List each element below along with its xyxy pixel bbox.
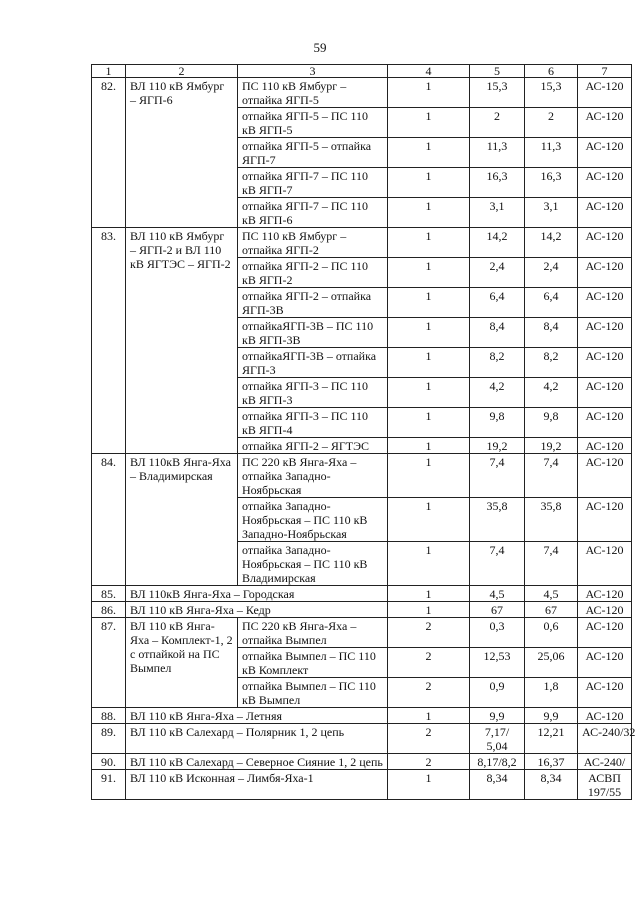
value-cell: 7,4 (525, 454, 578, 498)
value-cell: 3,1 (525, 198, 578, 228)
value-cell: 7,4 (470, 542, 525, 586)
value-cell: 67 (470, 602, 525, 618)
value-cell: 4,5 (470, 586, 525, 602)
segment-name: отпайка Вымпел – ПС 110 кВ Комплект (238, 648, 388, 678)
value-cell: 6,4 (525, 288, 578, 318)
segment-name: отпайка ЯГП-5 – ПС 110 кВ ЯГП-5 (238, 108, 388, 138)
segment-name: отпайка Западно-Ноябрьская – ПС 110 кВ Западно-Ноябрьская (238, 498, 388, 542)
value-cell: 1 (388, 438, 470, 454)
value-cell: 14,2 (470, 228, 525, 258)
value-cell: 2,4 (470, 258, 525, 288)
value-cell: 1 (388, 542, 470, 586)
value-cell: АС-120 (578, 618, 632, 648)
value-cell: 0,6 (525, 618, 578, 648)
line-name: ВЛ 110 кВ Исконная – Лимбя-Яха-1 (126, 770, 388, 800)
value-cell: 8,17/8,2 (470, 754, 525, 770)
value-cell: 1 (388, 454, 470, 498)
value-cell: 7,4 (470, 454, 525, 498)
table-row (92, 724, 632, 754)
segment-name: отпайка ЯГП-2 – ПС 110 кВ ЯГП-2 (238, 258, 388, 288)
table-body (92, 64, 636, 800)
value-cell: АС-120 (578, 438, 632, 454)
line-name: ВЛ 110 кВ Янга-Яха – Летняя (126, 708, 388, 724)
value-cell: 1,8 (525, 678, 578, 708)
value-cell: АС-120 (578, 318, 632, 348)
value-cell: 11,3 (470, 138, 525, 168)
value-cell: АС-120 (578, 78, 632, 108)
header-cell: 2 (126, 65, 238, 78)
value-cell: 1 (388, 708, 470, 724)
row-number: 84. (92, 454, 126, 586)
value-cell: АС-120 (578, 708, 632, 724)
value-cell: 1 (388, 168, 470, 198)
table-row (92, 618, 632, 648)
row-number: 85. (92, 586, 126, 602)
power-lines-table (91, 64, 636, 800)
value-cell: 8,34 (525, 770, 578, 800)
value-cell: 19,2 (525, 438, 578, 454)
value-cell: 1 (388, 408, 470, 438)
value-cell: 1 (388, 258, 470, 288)
value-cell: 1 (388, 770, 470, 800)
header-cell: 5 (470, 65, 525, 78)
table-row (92, 228, 632, 258)
row-number: 86. (92, 602, 126, 618)
segment-name: отпайка Западно-Ноябрьская – ПС 110 кВ Владимирская (238, 542, 388, 586)
table-row (92, 454, 632, 498)
value-cell: 1 (388, 198, 470, 228)
value-cell: АС-120 (578, 542, 632, 586)
page-number: 59 (313, 40, 327, 55)
row-number: 83. (92, 228, 126, 454)
value-cell: 9,9 (525, 708, 578, 724)
value-cell: 2 (525, 108, 578, 138)
value-cell: 8,4 (470, 318, 525, 348)
header-row (92, 65, 632, 78)
row-number: 89. (92, 724, 126, 754)
table-row (92, 708, 632, 724)
segment-name: отпайкаЯГП-3В – отпайка ЯГП-3 (238, 348, 388, 378)
value-cell: АС-120 (578, 288, 632, 318)
value-cell: 16,3 (525, 168, 578, 198)
value-cell: 2 (470, 108, 525, 138)
segment-name: отпайкаЯГП-3В – ПС 110 кВ ЯГП-3В (238, 318, 388, 348)
segment-name: отпайка ЯГП-7 – ПС 110 кВ ЯГП-6 (238, 198, 388, 228)
value-cell: 2 (388, 754, 470, 770)
table-row (92, 602, 632, 618)
value-cell: 0,3 (470, 618, 525, 648)
value-cell: 4,2 (470, 378, 525, 408)
value-cell: АС-120 (578, 678, 632, 708)
value-cell: 15,3 (470, 78, 525, 108)
row-number: 90. (92, 754, 126, 770)
value-cell: 3,1 (470, 198, 525, 228)
segment-name: ПС 220 кВ Янга-Яха – отпайка Западно-Ноябрьская (238, 454, 388, 498)
value-cell: 8,4 (525, 318, 578, 348)
value-cell: 1 (388, 586, 470, 602)
value-cell: 1 (388, 348, 470, 378)
value-cell: 4,2 (525, 378, 578, 408)
value-cell: АС-120 (578, 108, 632, 138)
header-cell: 7 (578, 65, 632, 78)
value-cell: 0,9 (470, 678, 525, 708)
header-cell: 4 (388, 65, 470, 78)
value-cell: 14,2 (525, 228, 578, 258)
value-cell: 8,2 (470, 348, 525, 378)
value-cell: 2 (388, 678, 470, 708)
value-cell: АС-120 (578, 138, 632, 168)
line-name: ВЛ 110кВ Янга-Яха – Городская (126, 586, 388, 602)
line-name: ВЛ 110кВ Янга-Яха – Владимирская (126, 454, 238, 586)
value-cell: АС-120 (578, 228, 632, 258)
value-cell: 67 (525, 602, 578, 618)
table-row (92, 586, 632, 602)
value-cell: 1 (388, 318, 470, 348)
value-cell: АС-120 (578, 198, 632, 228)
header-cell: 1 (92, 65, 126, 78)
row-number: 88. (92, 708, 126, 724)
value-cell: 16,3 (470, 168, 525, 198)
value-cell: АС-120 (578, 408, 632, 438)
line-name: ВЛ 110 кВ Ямбург – ЯГП-6 (126, 78, 238, 228)
segment-name: ПС 220 кВ Янга-Яха – отпайка Вымпел (238, 618, 388, 648)
segment-name: отпайка ЯГП-3 – ПС 110 кВ ЯГП-4 (238, 408, 388, 438)
value-cell: 8,34 (470, 770, 525, 800)
value-cell: 7,17/ 5,04 (470, 724, 525, 754)
value-cell: 9,9 (470, 708, 525, 724)
line-name: ВЛ 110 кВ Янга-Яха – Кедр (126, 602, 388, 618)
value-cell: 7,4 (525, 542, 578, 586)
segment-name: отпайка Вымпел – ПС 110 кВ Вымпел (238, 678, 388, 708)
value-cell: АС-120 (578, 348, 632, 378)
table-row (92, 754, 632, 770)
value-cell: 1 (388, 78, 470, 108)
value-cell: АС-240/ (578, 754, 632, 770)
value-cell: 12,21 (525, 724, 578, 754)
value-cell: 1 (388, 108, 470, 138)
value-cell: АС-120 (578, 454, 632, 498)
table-row (92, 78, 632, 108)
segment-name: отпайка ЯГП-5 – отпайка ЯГП-7 (238, 138, 388, 168)
value-cell: АС-240/32 (578, 724, 632, 754)
value-cell: 1 (388, 378, 470, 408)
value-cell: 11,3 (525, 138, 578, 168)
value-cell: АС-120 (578, 258, 632, 288)
value-cell: 16,37 (525, 754, 578, 770)
value-cell: 2,4 (525, 258, 578, 288)
value-cell: АС-120 (578, 586, 632, 602)
value-cell: АСВП 197/55 (578, 770, 632, 800)
value-cell: 12,53 (470, 648, 525, 678)
value-cell: 8,2 (525, 348, 578, 378)
segment-name: отпайка ЯГП-7 – ПС 110 кВ ЯГП-7 (238, 168, 388, 198)
line-name: ВЛ 110 кВ Янга-Яха – Комплект-1, 2 с отпайкой на ПС Вымпел (126, 618, 238, 708)
row-number: 91. (92, 770, 126, 800)
segment-name: ПС 110 кВ Ямбург – отпайка ЯГП-5 (238, 78, 388, 108)
segment-name: отпайка ЯГП-2 – отпайка ЯГП-3В (238, 288, 388, 318)
value-cell: АС-120 (578, 648, 632, 678)
header-cell: 3 (238, 65, 388, 78)
value-cell: 15,3 (525, 78, 578, 108)
value-cell: 9,8 (470, 408, 525, 438)
value-cell: 1 (388, 138, 470, 168)
value-cell: 6,4 (470, 288, 525, 318)
value-cell: 1 (388, 228, 470, 258)
value-cell: 1 (388, 602, 470, 618)
value-cell: АС-120 (578, 378, 632, 408)
line-name: ВЛ 110 кВ Салехард – Северное Сияние 1, 2 цепь (126, 754, 388, 770)
segment-name: отпайка ЯГП-2 – ЯГТЭС (238, 438, 388, 454)
line-name: ВЛ 110 кВ Ямбург – ЯГП-2 и ВЛ 110 кВ ЯГТЭС – ЯГП-2 (126, 228, 238, 454)
value-cell: 4,5 (525, 586, 578, 602)
row-number: 87. (92, 618, 126, 708)
value-cell: 1 (388, 288, 470, 318)
value-cell: 35,8 (525, 498, 578, 542)
table-row (92, 770, 632, 800)
value-cell: 25,06 (525, 648, 578, 678)
value-cell: АС-120 (578, 498, 632, 542)
value-cell: 2 (388, 648, 470, 678)
line-name: ВЛ 110 кВ Салехард – Полярник 1, 2 цепь (126, 724, 388, 754)
value-cell: 19,2 (470, 438, 525, 454)
row-number: 82. (92, 78, 126, 228)
segment-name: ПС 110 кВ Ямбург – отпайка ЯГП-2 (238, 228, 388, 258)
value-cell: 2 (388, 724, 470, 754)
value-cell: 1 (388, 498, 470, 542)
value-cell: 35,8 (470, 498, 525, 542)
value-cell: АС-120 (578, 168, 632, 198)
segment-name: отпайка ЯГП-3 – ПС 110 кВ ЯГП-3 (238, 378, 388, 408)
header-cell: 6 (525, 65, 578, 78)
value-cell: 2 (388, 618, 470, 648)
value-cell: 9,8 (525, 408, 578, 438)
value-cell: АС-120 (578, 602, 632, 618)
